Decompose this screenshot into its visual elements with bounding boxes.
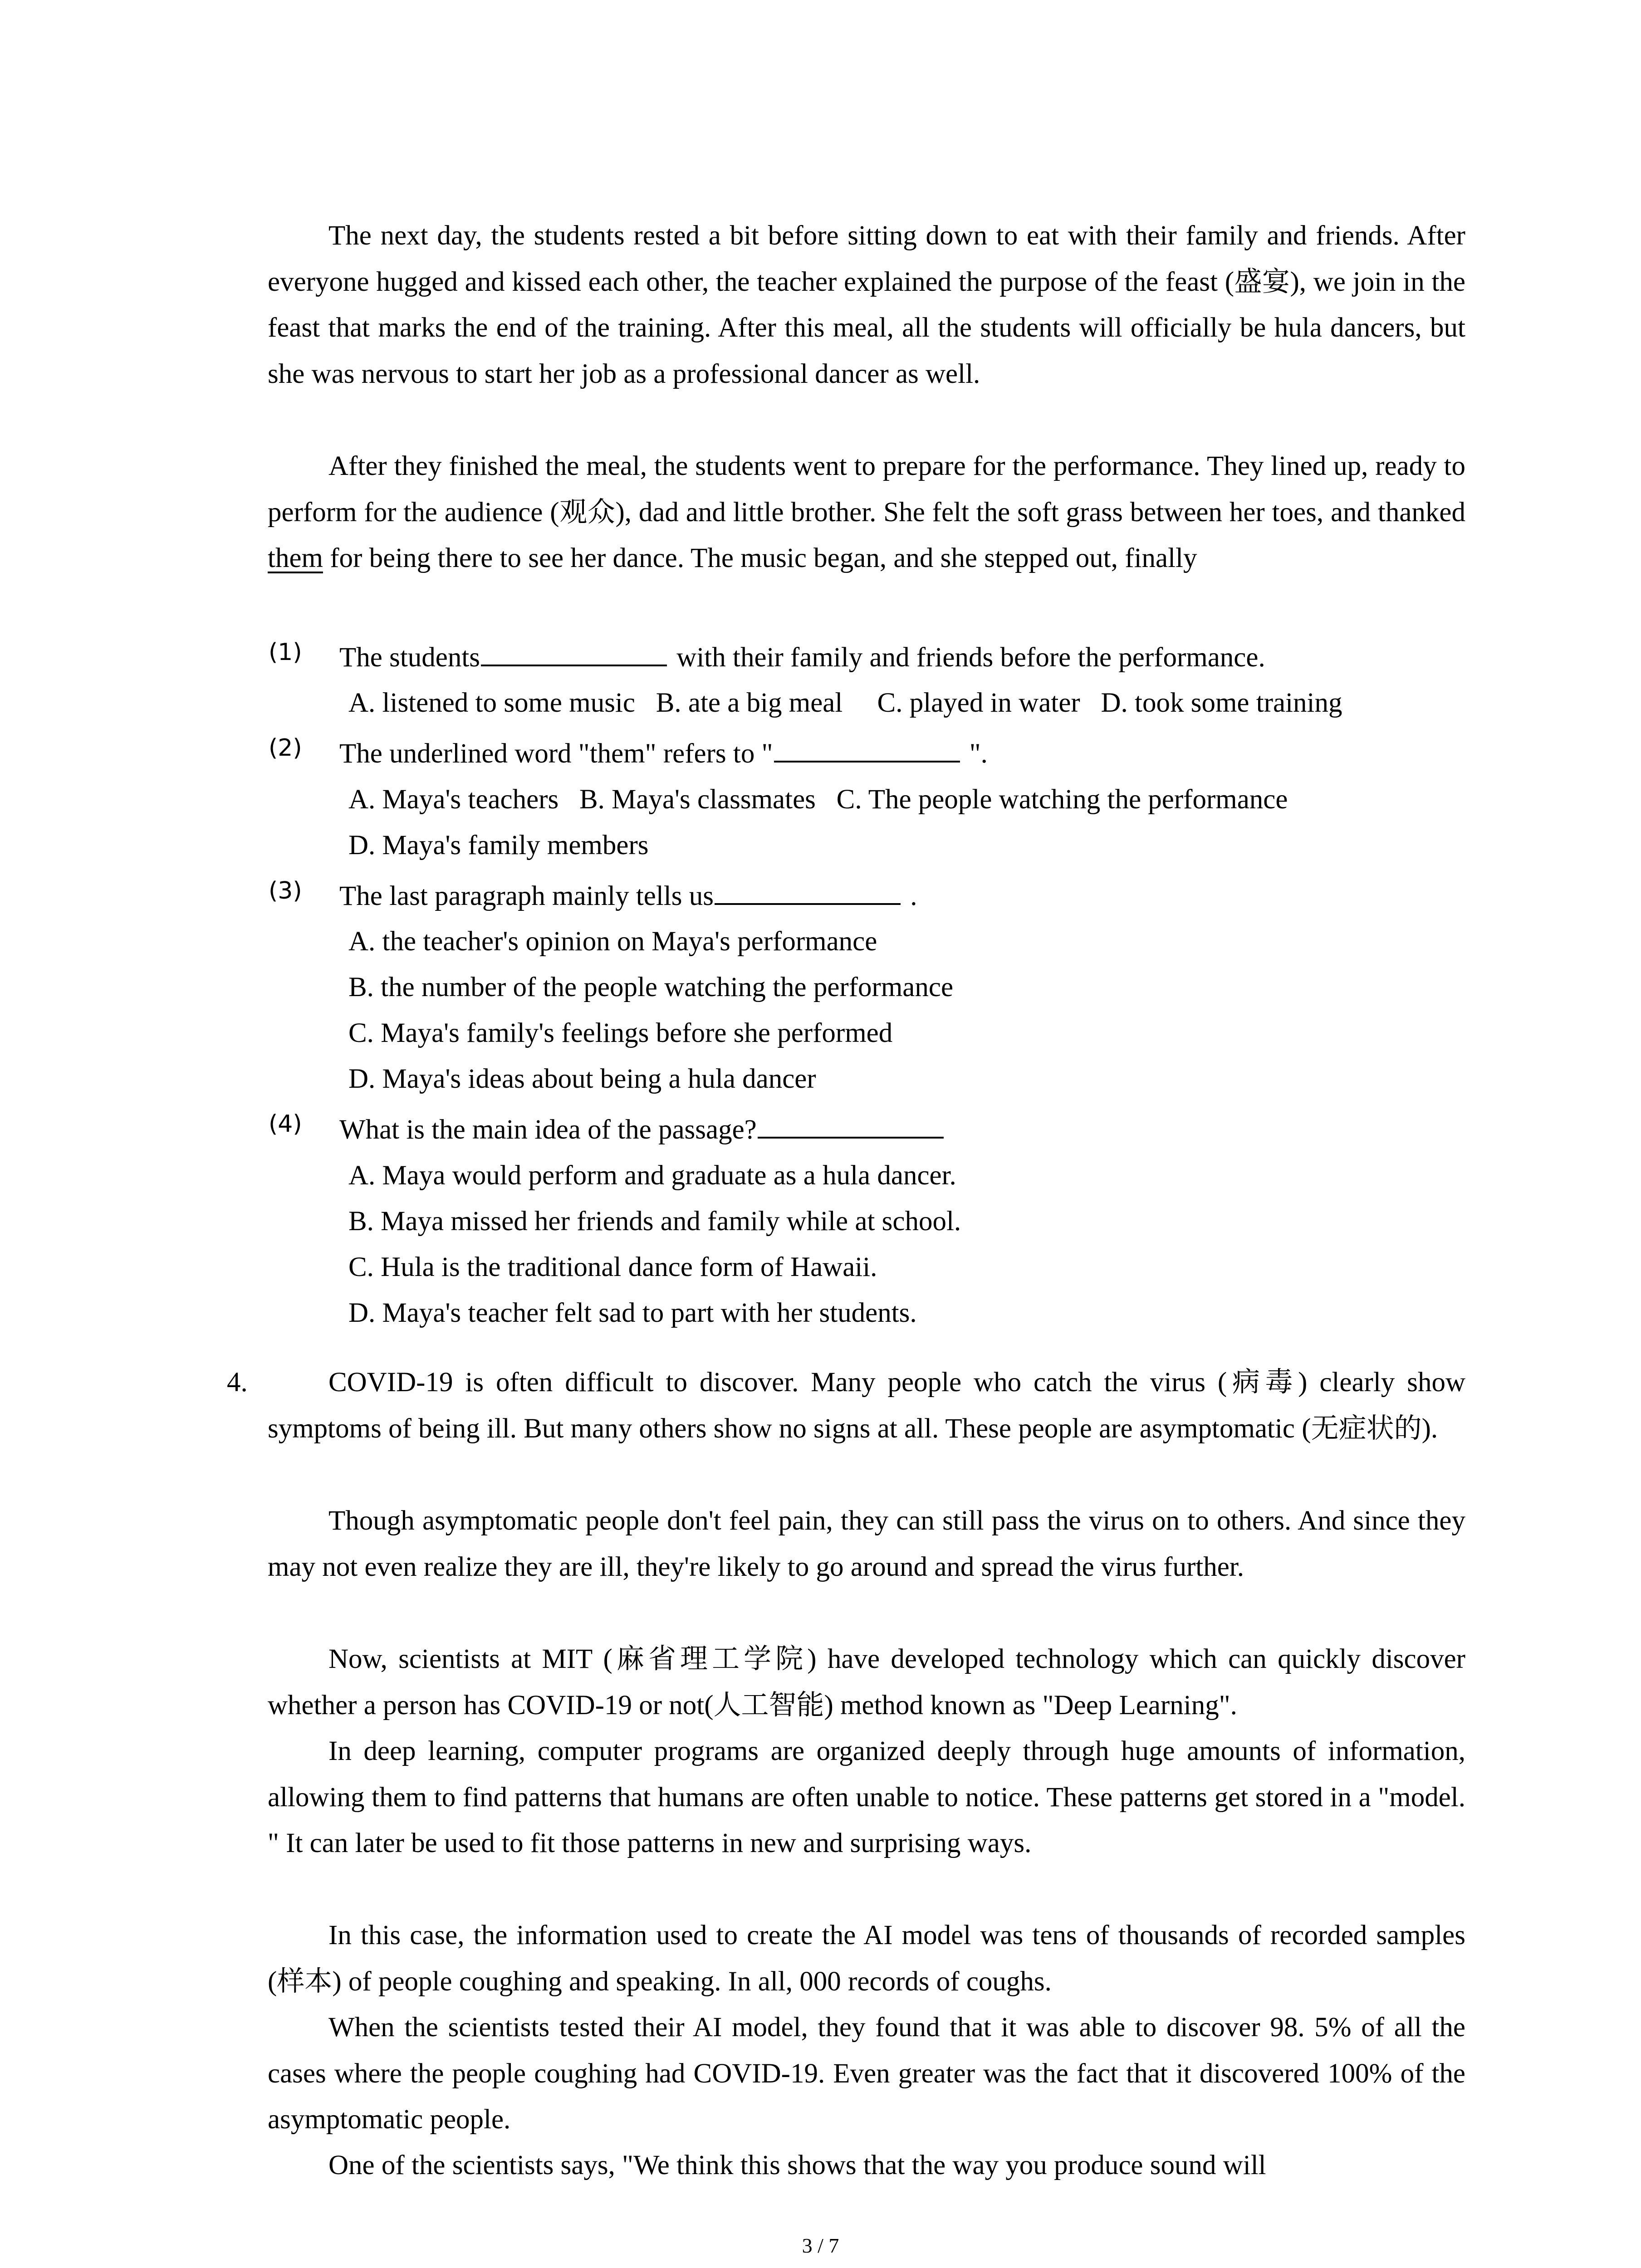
question-2-stem-before: The underlined word "them" refers to " xyxy=(339,738,773,769)
passage4-paragraph-1: COVID-19 is often difficult to discover. Many people who catch the virus (病毒) clearly show symptoms of being ill. But many others show no signs at all. These people are asymptomatic (无症状的). xyxy=(268,1367,1465,1444)
question-3-option-a: A. the teacher's opinion on Maya's performance xyxy=(348,926,877,957)
question-1-number: (1) xyxy=(269,639,302,666)
page-number: 3 / 7 xyxy=(802,2234,839,2257)
question-3-option-c: C. Maya's family's feelings before she performed xyxy=(348,1018,893,1048)
question-3-number: (3) xyxy=(269,877,302,904)
question-1-options: A. listened to some music B. ate a big meal C. played in water D. took some training xyxy=(348,688,1342,718)
passage3-p2-text-before: After they finished the meal, the students went to prepare for the performance. They lined up, ready to perform for the audience (观众), dad and little brother. She felt the soft grass between her toes, and thanked xyxy=(268,451,1465,528)
question-1-stem-before: The students xyxy=(339,642,480,673)
passage4-paragraph-2: Though asymptomatic people don't feel pain, they can still pass the virus on to others. And since they may not even realize they are ill, they're likely to go around and spread the virus further. xyxy=(268,1505,1465,1582)
question-3-stem-before: The last paragraph mainly tells us xyxy=(339,881,714,911)
question-2-number: (2) xyxy=(269,734,302,762)
question-4-stem xyxy=(339,1111,946,1148)
question-4-option-a: A. Maya would perform and graduate as a hula dancer. xyxy=(348,1160,956,1191)
question-4-stem-before: What is the main idea of the passage? xyxy=(339,1114,757,1145)
question-2-answer-blank xyxy=(774,735,960,763)
passage4-paragraph-3: Now, scientists at MIT (麻省理工学院) have developed technology which can quickly discover whether a person has COVID-19 or not(人工智能) method known as "Deep Learning". xyxy=(268,1644,1465,1721)
passage4-paragraph-7: One of the scientists says, "We think this shows that the way you produce sound will xyxy=(328,2150,1266,2180)
question-4-option-d: D. Maya's teacher felt sad to part with her students. xyxy=(348,1298,917,1328)
question-1-stem xyxy=(339,639,1265,676)
question-2-options: A. Maya's teachers B. Maya's classmates C. The people watching the performance xyxy=(348,784,1288,815)
underlined-word-them: them xyxy=(268,543,323,573)
passage3-paragraph-1: The next day, the students rested a bit before sitting down to eat with their family and friends. After everyone hugged and kissed each other, the teacher explained the purpose of the feast (盛宴), we join in the feast that marks the end of the training. After this meal, all the students will officially be hula dancers, but she was nervous to start her job as a professional dancer as well. xyxy=(268,220,1465,389)
question-1-answer-blank xyxy=(481,639,667,666)
passage3-paragraph-2 xyxy=(268,443,1465,582)
passage4-paragraph-4: In deep learning, computer programs are organized deeply through huge amounts of information, allowing them to find patterns that humans are often unable to notice. These patterns get stored in a "model. " It can later be used to fit those patterns in new and surprising ways. xyxy=(268,1736,1465,1858)
question-4-number: (4) xyxy=(269,1110,302,1138)
question-2-stem-after: ". xyxy=(962,738,988,769)
question-3-stem-after: . xyxy=(903,881,917,911)
question-1-stem-after: with their family and friends before the performance. xyxy=(670,642,1265,673)
passage3-p2-text-after: for being there to see her dance. The music began, and she stepped out, finally xyxy=(323,543,1197,573)
question-4-option-b: B. Maya missed her friends and family while at school. xyxy=(348,1206,961,1237)
question-2-option-d: D. Maya's family members xyxy=(348,830,649,860)
question-3-option-b: B. the number of the people watching the performance xyxy=(348,972,954,1002)
question-2-stem xyxy=(339,735,988,772)
question-3-option-d: D. Maya's ideas about being a hula dancer xyxy=(348,1064,816,1094)
question-4-option-c: C. Hula is the traditional dance form of Hawaii. xyxy=(348,1252,877,1282)
passage4-paragraph-6: When the scientists tested their AI model, they found that it was able to discover 98. 5% of all the cases where the people coughing had COVID-19. Even greater was the fact that it discovered 100% of the asymptomatic people. xyxy=(268,2012,1465,2135)
passage4-item-number: 4. xyxy=(227,1367,248,1398)
question-3-stem xyxy=(339,878,917,914)
question-3-answer-blank xyxy=(715,878,901,905)
passage4-paragraph-5: In this case, the information used to create the AI model was tens of thousands of recorded samples (样本) of people coughing and speaking. In all, 000 records of coughs. xyxy=(268,1920,1465,1997)
question-4-answer-blank xyxy=(758,1111,944,1139)
